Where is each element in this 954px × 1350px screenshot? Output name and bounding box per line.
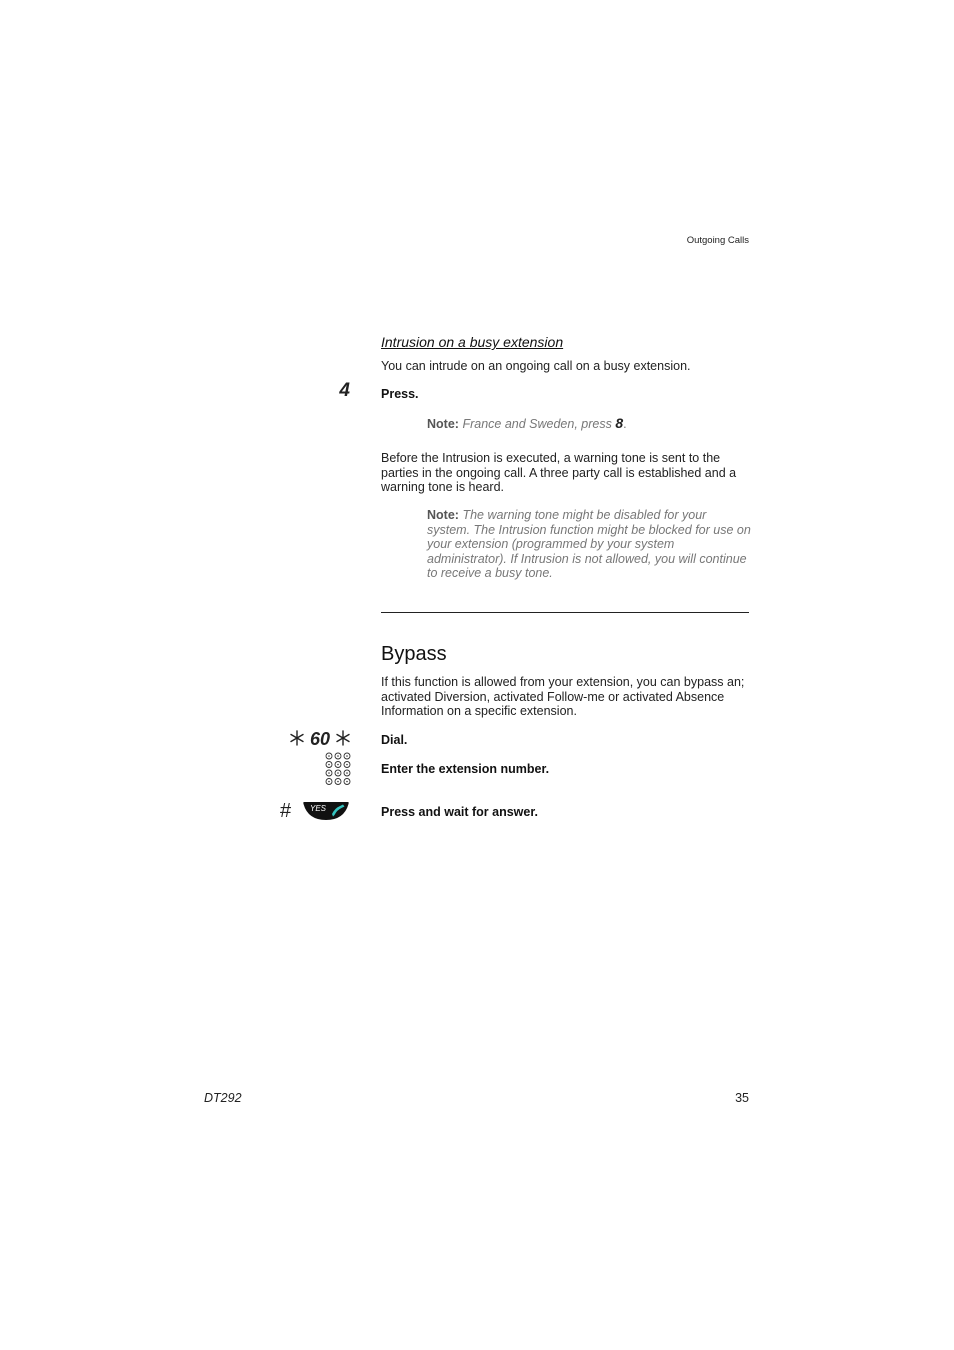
bypass-intro: If this function is allowed from your extension, you can bypass an; activated Diversion, activated Follow-me or activated Absence Information on a specific extension. [381,675,745,718]
section-title: Bypass [381,643,447,665]
note-end: . [623,417,627,431]
step-dial: Dial. [381,733,408,747]
note-text: The warning tone might be disabled for your system. The Intrusion function might be blocked for use on your extension (programmed by your system administrator). If Intrusion is not allowed, you will continue to receive a busy tone. [427,508,751,580]
keypad-icon [325,752,351,786]
note-label: Note: [427,508,459,522]
running-header: Outgoing Calls [686,235,749,246]
hash-key-icon: # [280,800,292,822]
yes-label: YES [310,804,327,813]
key-4-icon: 4 [339,380,350,401]
step-enter-extension: Enter the extension number. [381,762,550,776]
note-france-sweden [427,416,751,432]
dial-digits: 60 [309,729,331,748]
star-icon [290,728,352,748]
section-divider [381,612,749,613]
intrusion-intro: You can intrude on an ongoing call on a busy extension. [381,359,691,373]
step-press: Press. [381,387,419,401]
subsection-title: Intrusion on a busy extension [381,334,564,350]
key-8-icon: 8 [615,415,624,431]
note-warning-tone [427,508,751,581]
intrusion-paragraph: Before the Intrusion is executed, a warning tone is sent to the parties in the ongoing call. A three party call is established and a warning tone is heard. [381,451,737,494]
note-label: Note: [427,417,459,431]
yes-key-icon [302,800,350,822]
note-text: France and Sweden, press [462,417,612,431]
footer-model: DT292 [204,1091,242,1105]
step-press-wait: Press and wait for answer. [381,805,539,819]
page-number: 35 [735,1091,749,1105]
dial-code-icon [290,728,352,748]
